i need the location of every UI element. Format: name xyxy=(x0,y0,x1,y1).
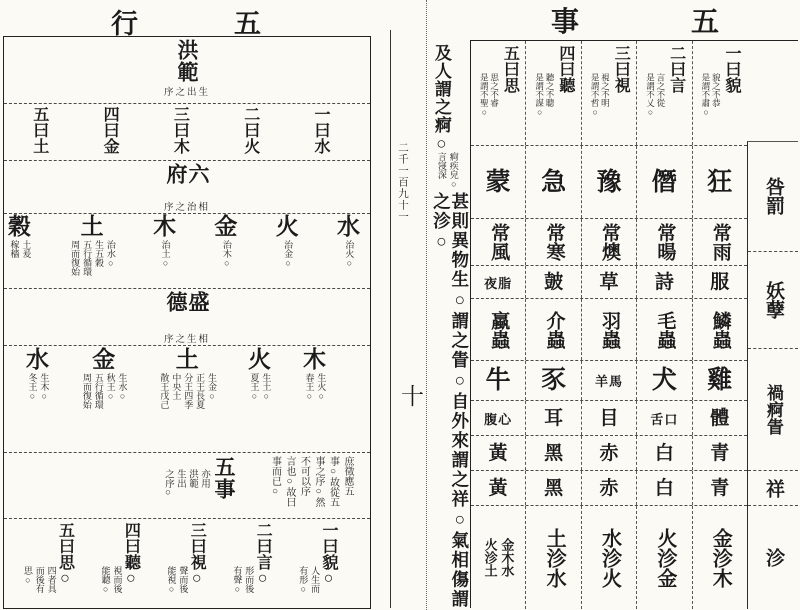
note-column: 生出 xyxy=(175,469,186,488)
table-cell: 常風 xyxy=(488,223,510,261)
wushi-side-note xyxy=(162,469,208,518)
left-title-char-1: 五 xyxy=(234,9,261,39)
table-cell: 青 xyxy=(692,471,747,505)
table-cell: 豕 xyxy=(525,361,580,400)
spacer xyxy=(14,456,162,518)
shengde-head: 土 xyxy=(175,347,199,372)
liufu-annotation: 五行循環 xyxy=(82,240,93,276)
category-label xyxy=(748,506,798,609)
table-cell: 馬羊 xyxy=(581,361,636,400)
wushi-cell xyxy=(232,522,271,607)
table-cell: 詩 xyxy=(636,266,691,298)
table-cell: 脂夜 xyxy=(484,275,513,291)
wushi-table-grid xyxy=(471,41,747,609)
liufu-annotation: 治木○ xyxy=(221,240,232,268)
row-faults xyxy=(471,146,747,219)
row-colors-sheng xyxy=(471,436,747,471)
category-label xyxy=(748,471,798,506)
phase-item: 一曰水 xyxy=(311,106,329,154)
compound-column: 金木水 xyxy=(499,538,515,577)
gloss-column: 痾疾皃○ xyxy=(448,152,459,189)
shengde-annotation: 生水○ xyxy=(117,373,128,401)
table-cell: 火沴金 xyxy=(653,527,676,588)
note-column: 庶徵應五 xyxy=(342,456,353,496)
table-cell: 赤 xyxy=(581,471,636,505)
row-liufu xyxy=(4,161,370,214)
right-title-char-2: 事 xyxy=(550,7,579,38)
header-big: 一曰貌 xyxy=(723,45,741,93)
row-liufu-items xyxy=(4,214,370,289)
note-column: 亦用 xyxy=(198,469,209,488)
shengde-annotation: 中央土 xyxy=(171,373,182,400)
shengde-cell-metal xyxy=(81,348,127,452)
table-cell: 狂 xyxy=(692,146,747,218)
liufu-cell xyxy=(276,215,299,288)
center-commentary-gloss xyxy=(436,152,458,189)
table-cell: 黃 xyxy=(488,442,508,464)
table-cell: 黃 xyxy=(488,477,508,499)
shengde-annotation: 正王長夏 xyxy=(195,373,206,409)
row-omens xyxy=(471,266,747,299)
liufu-head: 金 xyxy=(214,214,238,239)
table-cell: 體 xyxy=(692,401,747,435)
note-column: 事○故從五 xyxy=(327,456,339,507)
liufu-cell-grain xyxy=(8,215,31,288)
row-li xyxy=(471,506,747,609)
table-cell: 毛蟲 xyxy=(654,310,676,349)
column-rule-line xyxy=(390,30,391,608)
page-number: 二千一百九十一 xyxy=(397,142,409,223)
table-cell: 水沴火 xyxy=(598,527,621,588)
category-label xyxy=(748,349,798,472)
liufu-cell xyxy=(214,215,237,288)
liufu-annotation: 治土○ xyxy=(160,240,171,268)
table-cell: 赤 xyxy=(581,436,636,470)
category-label xyxy=(748,142,798,252)
header-cell-si xyxy=(471,41,525,145)
table-cell: 犬 xyxy=(636,361,691,400)
shengde-annotation: 散王戊己 xyxy=(159,373,170,409)
shengde-cell xyxy=(26,348,49,452)
wushi-head: 四曰聽○ xyxy=(122,522,140,587)
wushi-annotation: 四者具 xyxy=(46,566,57,593)
row-creatures xyxy=(471,299,747,361)
label-text: 禍痾眚 xyxy=(763,383,783,435)
wushi-annotation: 能視○ xyxy=(166,566,177,594)
wushi-cell xyxy=(166,522,205,607)
row-shengde-items xyxy=(4,346,370,453)
table-cell: 口舌 xyxy=(636,401,691,435)
table-cell-compound xyxy=(471,506,525,609)
note-column: 事而已○ xyxy=(269,456,281,497)
phase-item: 四曰金 xyxy=(101,106,119,154)
note-column: 事之序○然 xyxy=(313,456,324,507)
row-colors-xiang xyxy=(471,471,747,506)
label-text: 妖孽 xyxy=(762,280,784,319)
wushi-cell xyxy=(100,522,139,607)
header-gloss: 是謂不聖○ xyxy=(479,73,490,117)
liufu-annotation: 治水○ xyxy=(105,240,116,268)
table-cell: 雞 xyxy=(692,361,747,400)
table-cell: 羽蟲 xyxy=(598,310,620,349)
wushi-header-row xyxy=(471,41,747,146)
row-wushi-items xyxy=(4,519,370,607)
shengde-annotation: 秋王○ xyxy=(105,373,116,401)
header-gloss: 視之不明 xyxy=(600,73,611,107)
note-column: 洪範 xyxy=(186,469,197,488)
liufu-annotation: 周而復始 xyxy=(70,240,81,276)
table-cell: 白 xyxy=(636,471,691,505)
shengde-annotation: 冬王○ xyxy=(27,373,38,401)
label-text: 咎罰 xyxy=(762,177,784,216)
shengde-head: 火 xyxy=(247,347,271,372)
liufu-annotation: 稼穡 xyxy=(9,240,20,258)
shengde-annotation: 分王四季 xyxy=(183,373,194,409)
table-cell: 豫 xyxy=(581,146,636,218)
liufu-annotation: 生五穀 xyxy=(93,240,104,267)
header-gloss: 言之不從 xyxy=(655,73,666,107)
liufu-heading: 六府 xyxy=(164,163,211,185)
table-cell: 青 xyxy=(692,436,747,470)
shengde-annotation: 夏王○ xyxy=(249,373,260,401)
wushi-head: 一曰貌○ xyxy=(319,522,337,587)
wushi-annotation: 能聽○ xyxy=(100,566,111,594)
liufu-cell-earth xyxy=(69,215,115,288)
liufu-head: 穀 xyxy=(8,214,31,239)
header-big: 三曰視 xyxy=(612,45,630,93)
header-big: 四曰聽 xyxy=(556,45,574,93)
phase-item: 二曰火 xyxy=(241,106,259,154)
category-label xyxy=(748,252,798,349)
table-cell: 急 xyxy=(525,146,580,218)
shengde-head: 水 xyxy=(26,347,49,372)
note-column: 言也○故曰 xyxy=(284,456,295,507)
liufu-head: 水 xyxy=(336,214,360,239)
liufu-head: 土 xyxy=(80,214,104,239)
shengde-annotation: 生土○ xyxy=(261,373,272,401)
table-cell: 黑 xyxy=(525,471,580,505)
phase-item: 三曰木 xyxy=(171,106,189,154)
header-gloss: 思之不睿 xyxy=(489,73,500,107)
wushi-head: 二曰言○ xyxy=(254,522,272,587)
table-cell: 介蟲 xyxy=(543,310,565,349)
wushi-cell xyxy=(22,522,72,607)
header-gloss: 是謂不乂○ xyxy=(645,73,656,117)
table-cell: 常雨 xyxy=(709,223,731,261)
row-body-parts xyxy=(471,401,747,436)
wushi-long-note xyxy=(269,456,352,518)
shengde-annotation: 生火○ xyxy=(316,373,327,401)
shengde-head: 金 xyxy=(92,347,116,372)
header-cell-shi xyxy=(581,41,636,145)
gloss-column: 言寖深 xyxy=(436,152,447,179)
row-shengde xyxy=(4,289,370,346)
table-cell: 蠃蟲 xyxy=(488,310,510,349)
table-cell: 蒙 xyxy=(485,168,511,196)
note-column: 不可以序 xyxy=(298,456,310,496)
wushi-heading-group xyxy=(162,456,235,518)
header-gloss: 是謂不肅○ xyxy=(700,73,711,117)
table-cell: 耳 xyxy=(525,401,580,435)
label-text: 沴 xyxy=(762,548,784,568)
row-hongfan xyxy=(4,37,370,104)
shengde-cell-earth xyxy=(159,348,216,452)
shengde-note: 序之生相 xyxy=(163,335,210,345)
shengde-cell xyxy=(248,348,271,452)
table-cell: 服 xyxy=(692,266,747,298)
header-big: 五曰思 xyxy=(501,45,519,93)
wushi-annotation: 思○ xyxy=(22,566,33,585)
wushi-category-labels xyxy=(747,141,798,609)
shengde-annotation: 春王○ xyxy=(304,373,315,401)
liufu-cell xyxy=(337,215,360,288)
note-column: 之序○ xyxy=(163,469,174,498)
shengde-annotation: 生木○ xyxy=(39,373,50,401)
wuxing-table xyxy=(3,36,371,609)
liufu-head: 木 xyxy=(153,214,177,239)
row-wushi-section xyxy=(4,453,370,519)
liufu-annotation: 治金○ xyxy=(283,240,294,268)
header-gloss: 聽之不聰 xyxy=(545,73,556,107)
collation-cross-mark: 十 xyxy=(401,384,424,409)
wushi-annotation: 有聲○ xyxy=(232,566,243,594)
wushi-cell xyxy=(297,522,336,607)
phase-item: 五曰土 xyxy=(30,106,48,154)
shengde-annotation: 生金○ xyxy=(206,373,217,401)
table-cell: 金沴木 xyxy=(709,527,732,588)
header-big: 二曰言 xyxy=(667,45,685,93)
table-cell: 常燠 xyxy=(598,223,620,261)
table-cell: 牛 xyxy=(485,367,511,394)
table-cell: 白 xyxy=(636,436,691,470)
wushi-annotation: 而後有 xyxy=(34,566,45,593)
wushi-heading: 五事 xyxy=(212,456,236,500)
label-text: 祥 xyxy=(762,478,784,498)
shengde-head: 木 xyxy=(302,347,326,372)
hongfan-heading: 洪範 xyxy=(175,39,200,83)
table-cell: 黑 xyxy=(525,436,580,470)
wushi-annotation: 視而後 xyxy=(112,566,123,593)
shengde-heading: 盛德 xyxy=(164,291,211,313)
table-cell: 心腹 xyxy=(484,411,513,427)
wushi-head: 五曰思○ xyxy=(56,522,74,587)
wushi-annotation: 有形○ xyxy=(298,566,309,594)
wushi-head: 三曰視○ xyxy=(188,522,206,587)
header-gloss: 是謂不哲○ xyxy=(590,73,601,117)
center-commentary-bottom: 甚則異物生○謂之眚○自外來謂之祥○氣相傷謂之沴○ xyxy=(431,192,470,609)
center-commentary-top: 及人謂之痾○ xyxy=(431,44,451,154)
table-cell: 常寒 xyxy=(543,223,565,261)
liufu-cell xyxy=(153,215,176,288)
right-page-title-wushi xyxy=(470,0,800,40)
header-cell-yan xyxy=(636,41,691,145)
table-cell: 土沴水 xyxy=(543,527,566,588)
wushi-annotation: 人生而 xyxy=(310,566,321,593)
shengde-annotation: 五行循環 xyxy=(93,373,104,409)
header-gloss: 貌之不恭 xyxy=(711,73,722,107)
table-cell: 皷 xyxy=(525,266,580,298)
shengde-cell xyxy=(303,348,326,452)
wushi-annotation: 形而後 xyxy=(244,566,255,593)
left-title-char-2: 行 xyxy=(111,9,138,39)
row-punishments xyxy=(471,219,747,266)
table-cell: 常暘 xyxy=(654,223,676,261)
row-five-phases-names xyxy=(4,104,370,161)
table-cell: 目 xyxy=(581,401,636,435)
header-cell-mao xyxy=(692,41,747,145)
table-cell: 鱗蟲 xyxy=(709,310,731,349)
table-cell: 草 xyxy=(581,266,636,298)
liufu-head: 火 xyxy=(275,214,299,239)
liufu-annotation: 土爰 xyxy=(21,240,32,258)
table-cell: 僭 xyxy=(636,146,691,218)
wushi-table xyxy=(470,40,798,608)
row-animals xyxy=(471,361,747,401)
right-title-char-1: 五 xyxy=(691,7,720,38)
compound-column: 火沴土 xyxy=(482,538,498,577)
wushi-annotation: 聲而後 xyxy=(178,566,189,593)
header-cell-ting xyxy=(525,41,580,145)
liufu-annotation: 治火○ xyxy=(344,240,355,268)
hongfan-note: 序之出生 xyxy=(163,88,210,98)
shengde-annotation: 周而復始 xyxy=(81,373,92,409)
column-rule-dotted-line xyxy=(426,0,427,610)
liufu-note: 序之治相 xyxy=(163,203,210,213)
header-gloss: 是謂不謀○ xyxy=(534,73,545,117)
